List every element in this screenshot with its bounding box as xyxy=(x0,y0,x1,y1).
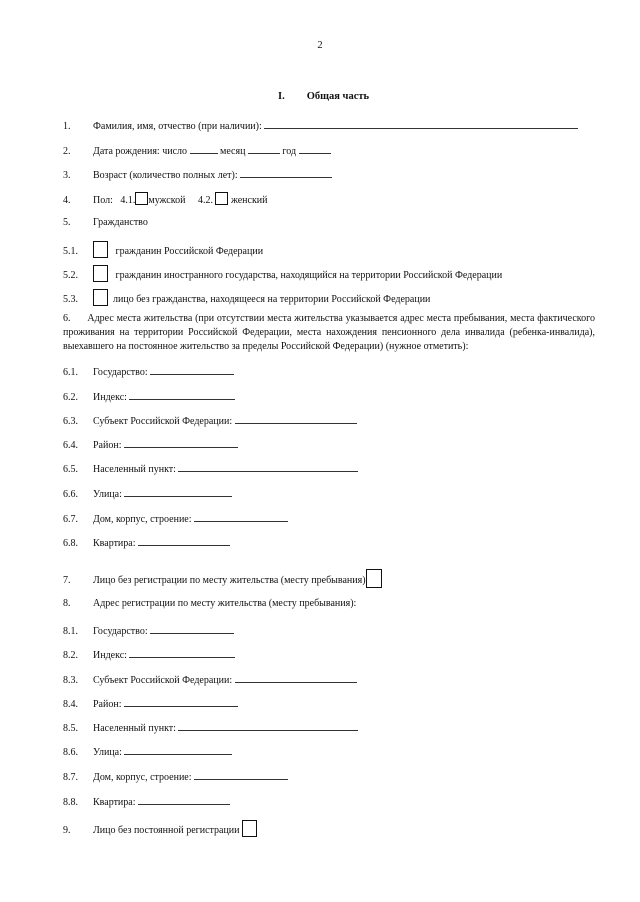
residence-building-input-line[interactable] xyxy=(194,512,288,522)
birth-day-input-line[interactable] xyxy=(190,144,218,154)
field-label: Дом, корпус, строение: xyxy=(93,772,192,783)
item-number: 5.1. xyxy=(63,246,78,257)
residence-country-input-line[interactable] xyxy=(150,365,234,375)
registration-field xyxy=(63,624,234,638)
citizenship-foreign-checkbox[interactable] xyxy=(93,265,108,282)
item-number: 3. xyxy=(63,170,71,181)
item-number: 6.8. xyxy=(63,538,78,549)
item-number: 8.8. xyxy=(63,797,78,808)
item-number: 8.5. xyxy=(63,723,78,734)
field-label: Адрес регистрации по месту жительства (месту пребывания): xyxy=(93,598,357,609)
item-number: 6.7. xyxy=(63,514,78,525)
item-number: 6.3. xyxy=(63,416,78,427)
field-no-registration xyxy=(63,569,382,588)
item-number: 6. xyxy=(63,313,71,324)
field-label: Населенный пункт: xyxy=(93,723,176,734)
field-label: Район: xyxy=(93,699,122,710)
item-number: 2. xyxy=(63,146,71,157)
registration-field xyxy=(63,770,288,784)
field-label: Субъект Российской Федерации: xyxy=(93,675,233,686)
age-input-line[interactable] xyxy=(240,168,332,178)
item-number: 5. xyxy=(63,217,71,228)
registration-field xyxy=(63,673,357,687)
residence-field xyxy=(63,365,234,379)
field-age xyxy=(63,168,332,182)
birth-month-input-line[interactable] xyxy=(248,144,280,154)
item-number: 8.3. xyxy=(63,675,78,686)
option-label: гражданин Российской Федерации xyxy=(115,246,264,257)
field-registration-address xyxy=(63,598,356,610)
registration-apartment-input-line[interactable] xyxy=(138,795,230,805)
residence-field xyxy=(63,536,230,550)
month-label: месяц xyxy=(220,146,246,157)
registration-field xyxy=(63,745,232,759)
sex-female-number: 4.2. xyxy=(197,195,213,206)
item-number: 8.2. xyxy=(63,650,78,661)
field-label: Возраст (количество полных лет): xyxy=(93,170,238,181)
item-number: 6.1. xyxy=(63,367,78,378)
field-label: Гражданство xyxy=(93,217,148,228)
item-number: 1. xyxy=(63,121,71,132)
field-label: Пол: xyxy=(93,195,113,206)
field-label: Район: xyxy=(93,440,122,451)
item-number: 9. xyxy=(63,825,71,836)
residence-region-input-line[interactable] xyxy=(235,414,357,424)
citizenship-option xyxy=(63,289,430,306)
registration-district-input-line[interactable] xyxy=(124,697,238,707)
residence-apartment-input-line[interactable] xyxy=(138,536,230,546)
field-label: Улица: xyxy=(93,489,122,500)
item-number: 6.6. xyxy=(63,489,78,500)
residence-field xyxy=(63,462,358,476)
field-label: Субъект Российской Федерации: xyxy=(93,416,233,427)
registration-index-input-line[interactable] xyxy=(129,648,235,658)
sex-male-checkbox[interactable] xyxy=(135,192,148,205)
item-number: 6.4. xyxy=(63,440,78,451)
year-label: год xyxy=(282,146,297,157)
residence-street-input-line[interactable] xyxy=(124,487,232,497)
field-sex xyxy=(63,192,268,207)
item-number: 8. xyxy=(63,598,71,609)
residence-field xyxy=(63,414,357,428)
full-name-input-line[interactable] xyxy=(264,119,578,129)
registration-field xyxy=(63,721,358,735)
field-birth-date xyxy=(63,144,331,158)
field-label: Индекс: xyxy=(93,650,127,661)
field-label: Улица: xyxy=(93,747,122,758)
item-number: 8.7. xyxy=(63,772,78,783)
citizenship-stateless-checkbox[interactable] xyxy=(93,289,108,306)
item-number: 8.6. xyxy=(63,747,78,758)
section-number: I. xyxy=(278,91,285,102)
field-label: Государство: xyxy=(93,626,148,637)
paragraph-text: Адрес места жительства (при отсутствии места жительства указывается адрес места пребывания, места фактического проживания на территории Российской Федерации, места нахождения пенсионного дела инвалида (ребенка-инвалида), выехавшего на постоянное жительство за пределы Российской Федерации) (нужное отметить): xyxy=(63,313,595,352)
page-number: 2 xyxy=(317,40,323,51)
sex-male-number: 4.1. xyxy=(120,195,136,206)
field-label: Государство: xyxy=(93,367,148,378)
registration-field xyxy=(63,697,238,711)
citizenship-option xyxy=(63,241,263,258)
residence-field xyxy=(63,438,238,452)
item-number: 4. xyxy=(63,195,71,206)
sex-female-checkbox[interactable] xyxy=(215,192,228,205)
field-full-name xyxy=(63,119,578,133)
residence-district-input-line[interactable] xyxy=(124,438,238,448)
field-citizenship xyxy=(63,217,148,229)
item-number: 7. xyxy=(63,575,71,586)
option-label: лицо без гражданства, находящееся на территории Российской Федерации xyxy=(113,294,431,305)
field-label: Квартира: xyxy=(93,797,136,808)
registration-region-input-line[interactable] xyxy=(235,673,357,683)
registration-building-input-line[interactable] xyxy=(194,770,288,780)
field-label: Квартира: xyxy=(93,538,136,549)
residence-field xyxy=(63,487,232,501)
field-label: Дата рождения: число xyxy=(93,146,188,157)
sex-male-label: мужской xyxy=(148,195,186,206)
no-permanent-registration-checkbox[interactable] xyxy=(242,820,257,837)
registration-field xyxy=(63,795,230,809)
section-title-text: Общая часть xyxy=(306,91,370,102)
registration-street-input-line[interactable] xyxy=(124,745,232,755)
section-title xyxy=(278,91,369,104)
residence-field xyxy=(63,390,235,404)
field-label: Индекс: xyxy=(93,392,127,403)
no-registration-checkbox[interactable] xyxy=(366,569,382,588)
item-number: 8.4. xyxy=(63,699,78,710)
field-label: Лицо без регистрации по месту жительства (месту пребывания) xyxy=(93,575,366,586)
birth-year-input-line[interactable] xyxy=(299,144,331,154)
registration-field xyxy=(63,648,235,662)
item-number: 6.2. xyxy=(63,392,78,403)
field-no-permanent-registration xyxy=(63,820,257,837)
field-label: Дом, корпус, строение: xyxy=(93,514,192,525)
item-number: 6.5. xyxy=(63,464,78,475)
item-number: 8.1. xyxy=(63,626,78,637)
residence-locality-input-line[interactable] xyxy=(178,462,358,472)
residence-address-paragraph xyxy=(63,312,595,354)
field-label: Населенный пункт: xyxy=(93,464,176,475)
field-label: Фамилия, имя, отчество (при наличии): xyxy=(93,121,262,132)
registration-country-input-line[interactable] xyxy=(150,624,234,634)
registration-locality-input-line[interactable] xyxy=(178,721,358,731)
option-label: гражданин иностранного государства, находящийся на территории Российской Федерации xyxy=(115,270,503,281)
sex-female-label: женский xyxy=(230,195,268,206)
residence-index-input-line[interactable] xyxy=(129,390,235,400)
field-label: Лицо без постоянной регистрации xyxy=(93,825,240,836)
item-number: 5.3. xyxy=(63,294,78,305)
residence-field xyxy=(63,512,288,526)
item-number: 5.2. xyxy=(63,270,78,281)
citizenship-rf-checkbox[interactable] xyxy=(93,241,108,258)
citizenship-option xyxy=(63,265,502,282)
